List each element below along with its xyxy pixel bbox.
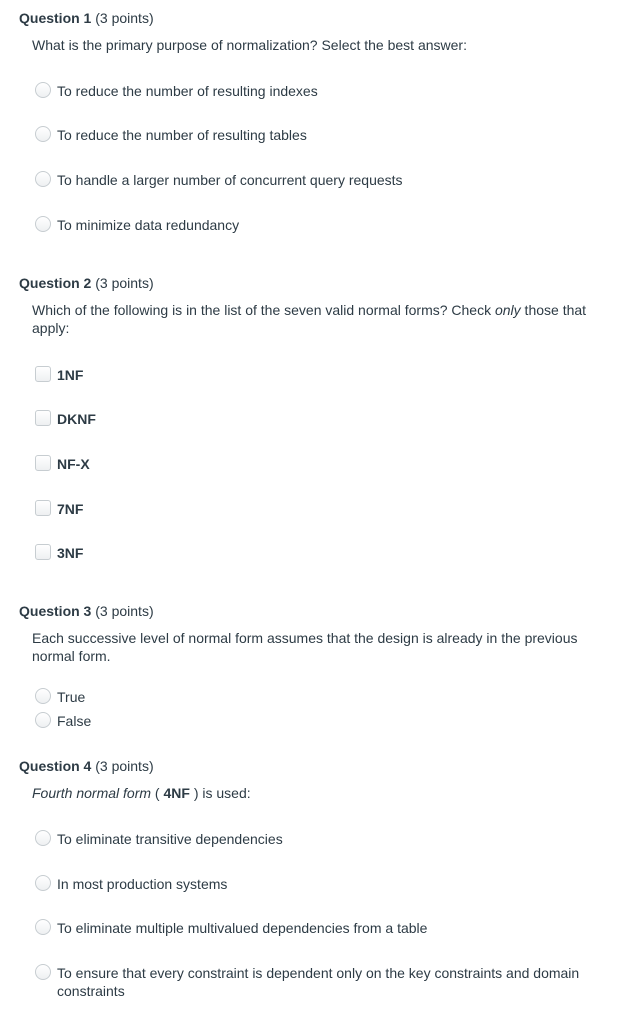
question-3-header <box>19 602 154 620</box>
q4-option-3[interactable] <box>35 919 595 937</box>
q2-option-3[interactable] <box>35 455 595 473</box>
question-1-text: What is the primary purpose of normalization? Select the best answer: <box>32 37 467 53</box>
option-label: 3NF <box>57 545 84 561</box>
radio-button[interactable] <box>35 688 51 704</box>
checkbox[interactable] <box>35 500 51 516</box>
q2-option-2[interactable] <box>35 410 595 428</box>
q1-option-2[interactable] <box>35 126 595 144</box>
radio-button[interactable] <box>35 919 51 935</box>
radio-button[interactable] <box>35 126 51 142</box>
checkbox[interactable] <box>35 410 51 426</box>
option-label: To handle a larger number of concurrent query requests <box>57 172 403 188</box>
q2-option-4[interactable] <box>35 500 595 518</box>
q1-option-4[interactable] <box>35 216 595 234</box>
question-3-text: Each successive level of normal form assumes that the design is already in the previous normal form. <box>32 630 578 664</box>
checkbox[interactable] <box>35 544 51 560</box>
question-4-header <box>19 757 154 775</box>
question-text-part: ) is used: <box>189 785 251 801</box>
checkbox[interactable] <box>35 455 51 471</box>
option-label: To eliminate transitive dependencies <box>57 831 283 847</box>
radio-button[interactable] <box>35 830 51 846</box>
option-label: True <box>57 689 86 705</box>
option-label: False <box>57 713 92 729</box>
q4-option-4[interactable] <box>35 964 595 1000</box>
option-label: To minimize data redundancy <box>57 217 240 233</box>
question-text-part: those that apply: <box>32 302 587 336</box>
question-text-emphasis: only <box>494 302 521 318</box>
option-label: DKNF <box>57 411 96 427</box>
question-title: Question 3 <box>19 603 92 619</box>
question-points: (3 points) <box>91 10 154 26</box>
radio-button[interactable] <box>35 964 51 980</box>
q2-option-5[interactable] <box>35 544 595 562</box>
question-2-header <box>19 274 154 292</box>
question-1-header <box>19 9 154 27</box>
q4-option-2[interactable] <box>35 875 595 893</box>
radio-button[interactable] <box>35 171 51 187</box>
radio-button[interactable] <box>35 216 51 232</box>
q2-option-1[interactable] <box>35 366 595 384</box>
question-points: (3 points) <box>91 603 154 619</box>
option-label: 1NF <box>57 367 84 383</box>
question-title: Question 2 <box>19 275 92 291</box>
option-label: To ensure that every constraint is dependent only on the key constraints and domain constraints <box>57 965 580 999</box>
question-text-emphasis: Fourth normal form <box>32 785 152 801</box>
question-title: Question 1 <box>19 10 92 26</box>
question-title: Question 4 <box>19 758 92 774</box>
q4-option-1[interactable] <box>35 830 595 848</box>
radio-button[interactable] <box>35 712 51 728</box>
option-label: In most production systems <box>57 876 228 892</box>
question-points: (3 points) <box>91 275 154 291</box>
question-text-bold: 4NF <box>163 785 190 801</box>
option-label: To reduce the number of resulting tables <box>57 127 307 143</box>
question-text-part: ( <box>151 785 164 801</box>
q1-option-3[interactable] <box>35 171 595 189</box>
option-label: To eliminate multiple multivalued dependencies from a table <box>57 920 428 936</box>
checkbox[interactable] <box>35 366 51 382</box>
q1-option-1[interactable] <box>35 82 595 100</box>
option-label: NF-X <box>57 456 90 472</box>
q3-option-true[interactable] <box>35 688 595 706</box>
question-text-part: Which of the following is in the list of the seven valid normal forms? Check <box>32 302 495 318</box>
option-label: To reduce the number of resulting indexes <box>57 83 318 99</box>
radio-button[interactable] <box>35 82 51 98</box>
q3-option-false[interactable] <box>35 712 595 730</box>
question-4-text <box>32 784 607 802</box>
radio-button[interactable] <box>35 875 51 891</box>
option-label: 7NF <box>57 501 84 517</box>
question-points: (3 points) <box>91 758 154 774</box>
question-2-text <box>32 301 607 337</box>
